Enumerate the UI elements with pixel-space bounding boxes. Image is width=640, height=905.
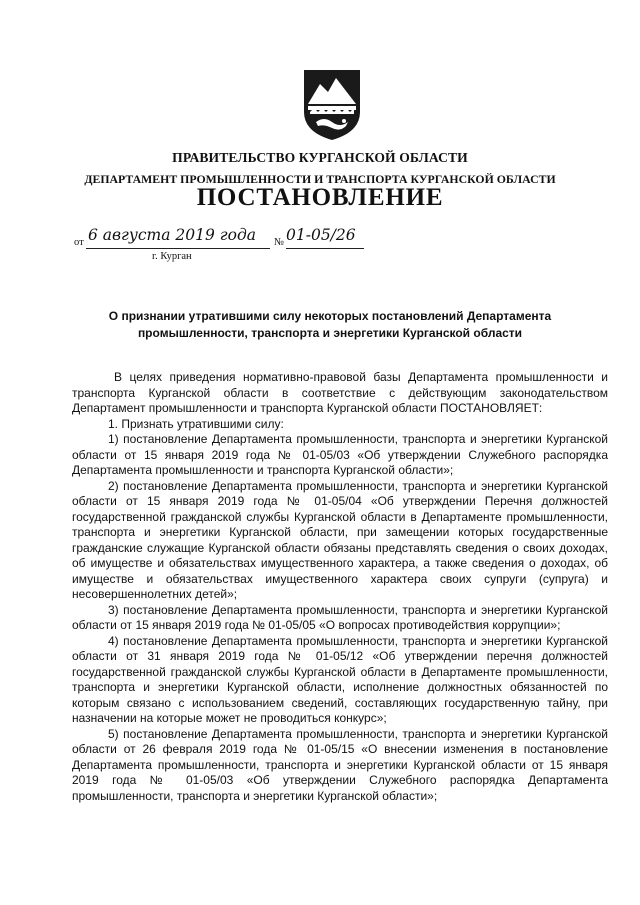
document-number: 01-05/26 [286,226,356,244]
list-item: 4) постановление Департамента промышленности, транспорта и энергетики Курганской области от 31 января 2019 года № 01-05/12 «Об утверждении перечня должностей государственной гражданской службы Курганской области в Департаменте промышленности, транспорта и энергетики Курганской области, исполнение должностных обязанностей по которым связано с использованием сведений, составляющих государственную тайну, при назначении на которые может не проводиться конкурс»; [72,633,608,725]
date-number-line [74,226,374,252]
number-label: № [274,237,285,248]
list-item: 5) постановление Департамента промышленности, транспорта и энергетики Курганской области от 26 февраля 2019 года № 01-05/15 «О внесении изменения в постановление Департамента промышленности, транспорта и энергетики Курганской области от 15 января 2019 года № 01-05/03 «Об утверждении Служебного распорядка Департамента промышленности, транспорта и энергетики Курганской области»; [72,726,608,803]
document-subject: О признании утратившими силу некоторых постановлений Департамента промышленности, транспорта и энергетики Курганской области [108,309,552,340]
department-title: ДЕПАРТАМЕНТ ПРОМЫШЛЕННОСТИ И ТРАНСПОРТА КУРГАНСКОЙ ОБЛАСТИ [84,172,556,186]
list-item: 3) постановление Департамента промышленности, транспорта и энергетики Курганской области от 15 января 2019 года № 01-05/05 «О вопросах противодействия коррупции»; [72,602,608,632]
preamble-paragraph: В целях приведения нормативно-правовой базы Департамента промышленности и транспорта Курганской области в соответствие с действующим законодательством Департамент промышленности и транспорта Курганской области ПОСТАНОВЛЯЕТ: [72,370,608,415]
from-label: от [74,237,84,248]
kurgan-coat-of-arms-icon [300,66,364,142]
document-city: г. Курган [152,251,192,262]
document-date: 6 августа 2019 года [88,226,257,244]
list-item: 2) постановление Департамента промышленности, транспорта и энергетики Курганской области от 15 января 2019 года № 01-05/04 «Об утверждении Перечня должностей государственной гражданской службы Курганской области в Департаменте промышленности, транспорта и энергетики Курганской области, при замещении которых государственные гражданские служащие Курганской области обязаны представлять сведения о своих доходах, об имуществе и обязательствах имущественного характера, а также сведения о доходах, об имуществе и обязательствах имущественного характера своих супруги (супруга) и несовершеннолетних детей»; [72,478,608,601]
government-title: ПРАВИТЕЛЬСТВО КУРГАНСКОЙ ОБЛАСТИ [172,150,468,165]
point-1: 1. Признать утратившими силу: [108,416,284,431]
list-item: 1) постановление Департамента промышленности, транспорта и энергетики Курганской области от 15 января 2019 года № 01-05/03 «Об утверждении Служебного распорядка Департамента промышленности и транспорта Курганской области»; [72,432,608,477]
number-underline [286,248,364,249]
document-type-title: ПОСТАНОВЛЕНИЕ [196,184,444,211]
date-underline [86,248,270,249]
document-body [72,370,608,804]
